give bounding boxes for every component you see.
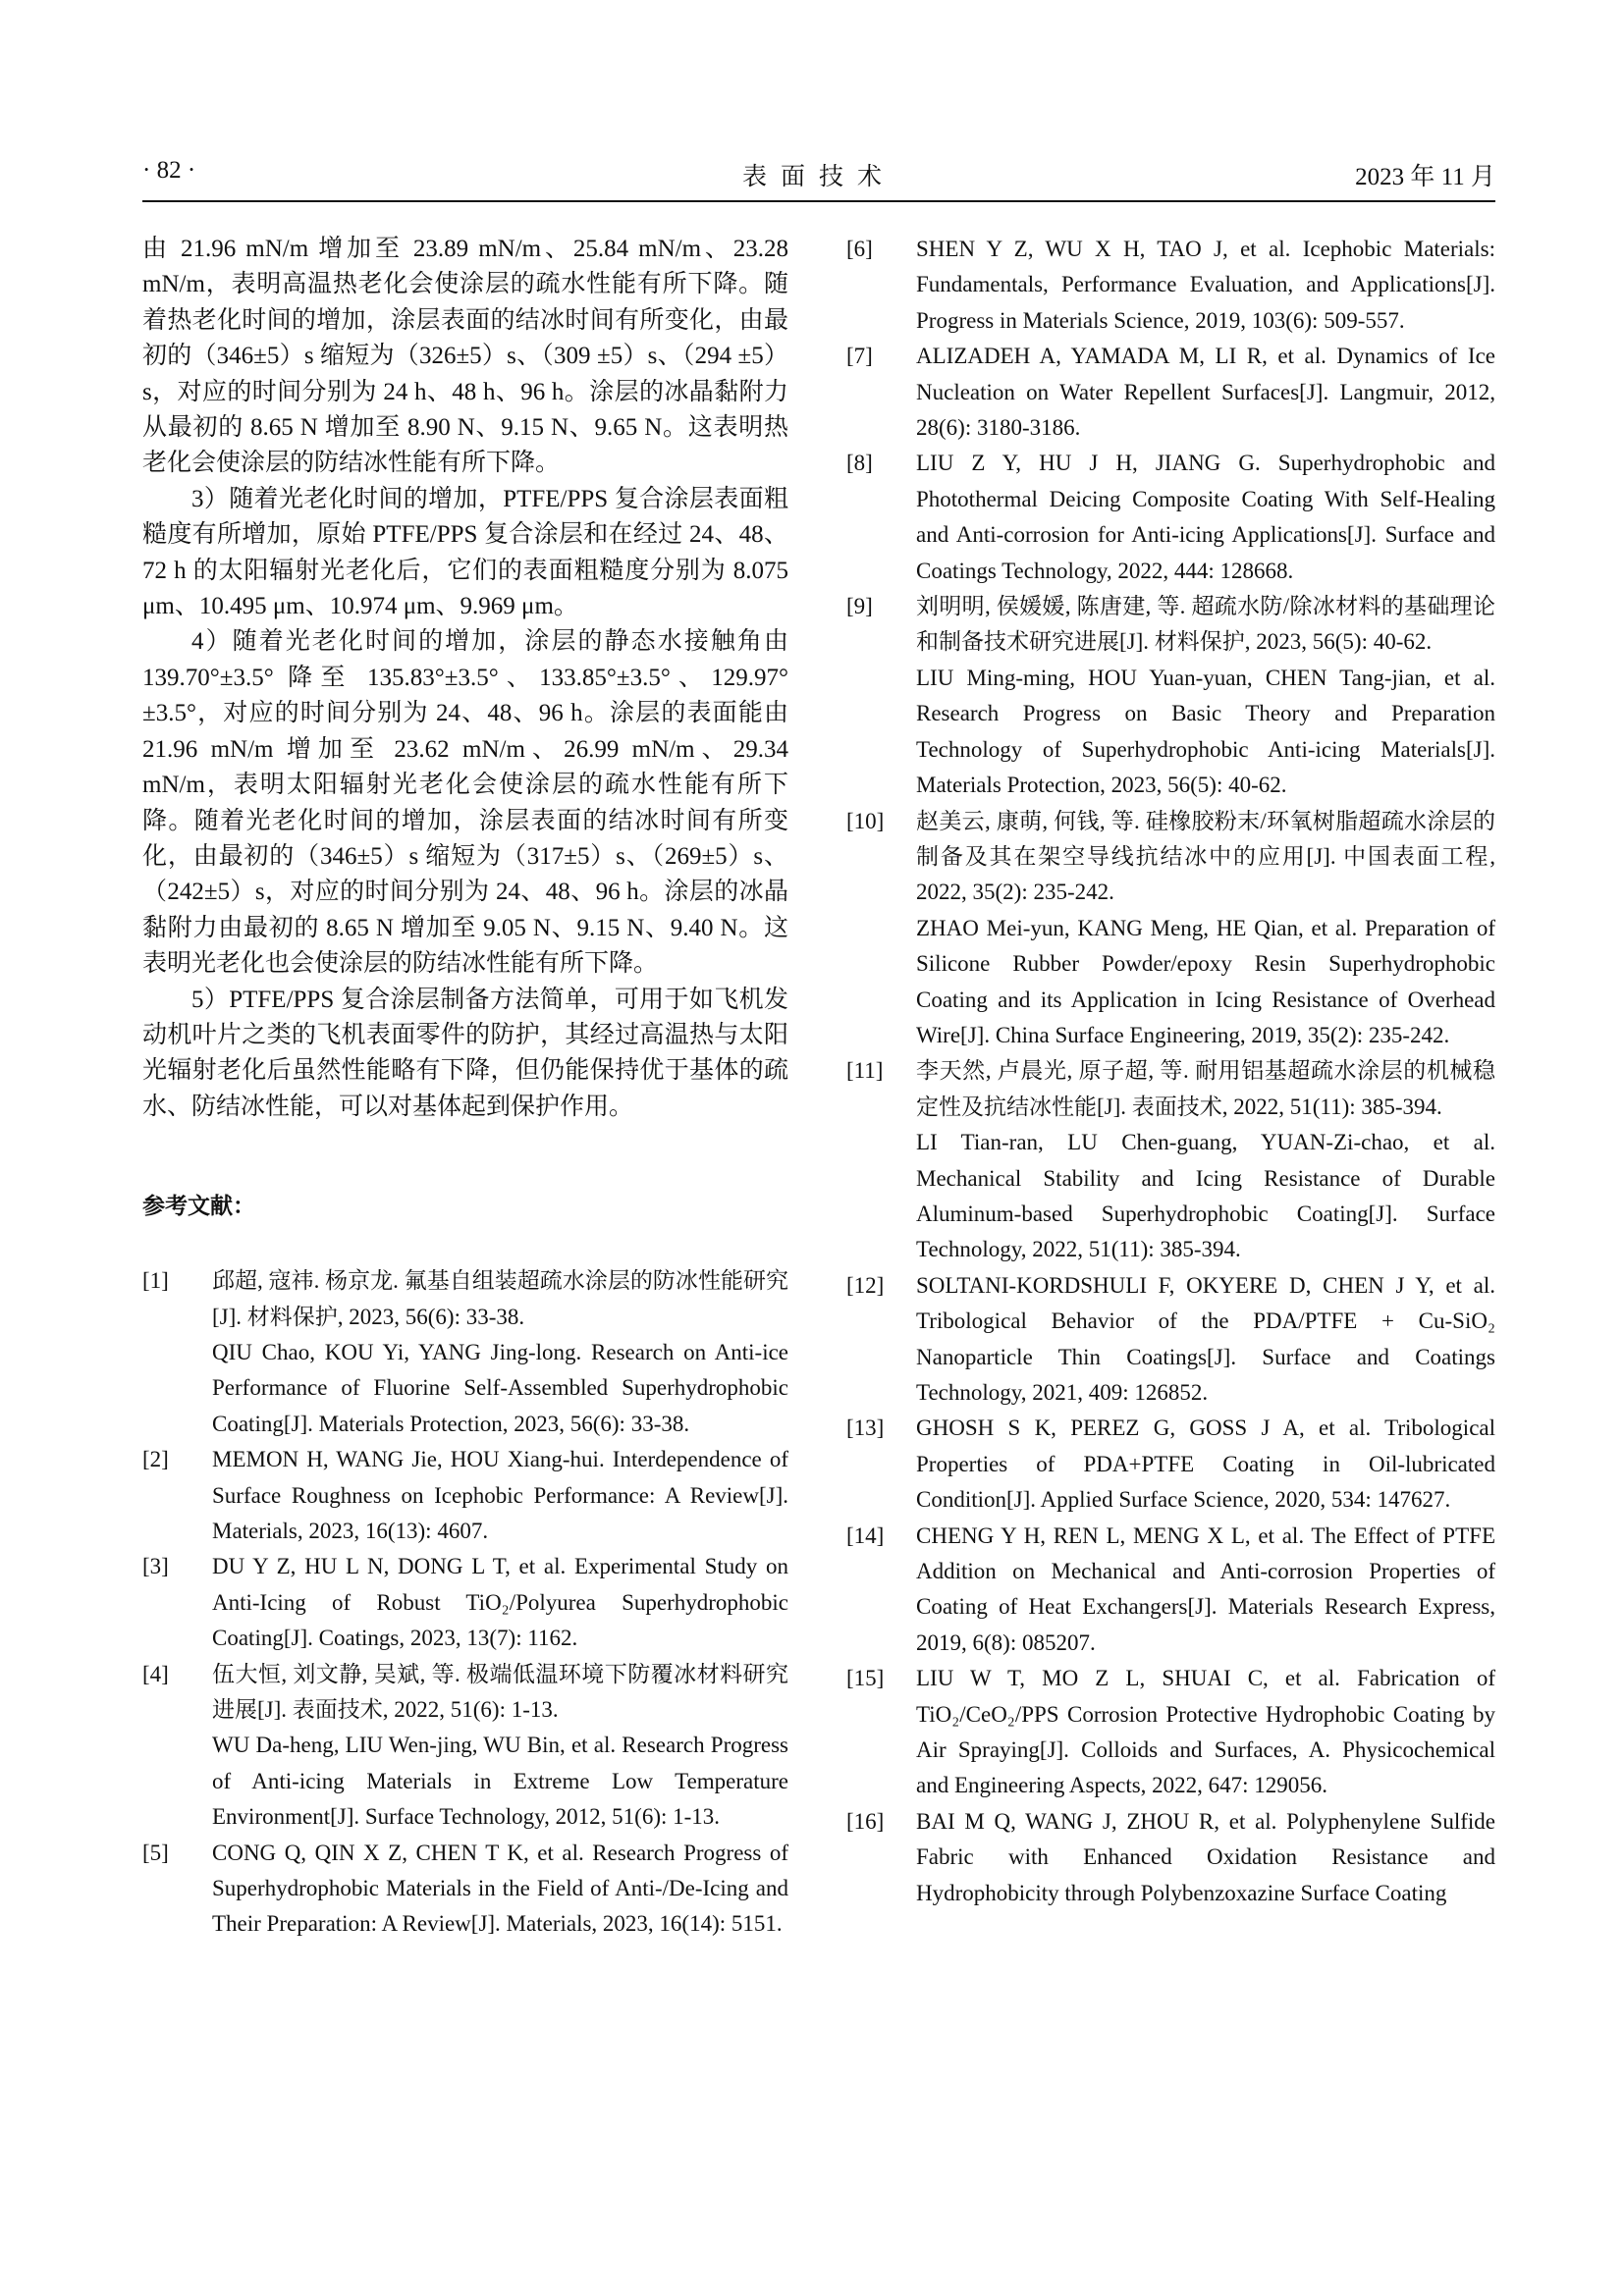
reference-text: LIU Ming-ming, HOU Yuan-yuan, CHEN Tang-jian, et al. Research Progress on Basic Theory and Preparation Technology of Superhydrophobic Anti-icing Materials[J]. Materials Protection, 2023, 56(5): 40-62.	[916, 665, 1495, 798]
reference-number: [12]	[846, 1272, 885, 1298]
reference-number: [7]	[846, 344, 873, 369]
reference-number: [16]	[846, 1808, 885, 1834]
references-heading: 参考文献：	[142, 1194, 255, 1220]
reference-item	[846, 1804, 1495, 1911]
reference-number: [5]	[142, 1840, 169, 1865]
reference-item	[846, 1268, 1495, 1412]
reference-text: ALIZADEH A, YAMADA M, LI R, et al. Dynamics of Ice Nucleation on Water Repellent Surfaces[J]. Langmuir, 2012, 28(6): 3180-3186.	[916, 344, 1495, 441]
reference-list-right	[846, 232, 1495, 1911]
left-column	[142, 232, 788, 1943]
reference-text: GHOSH S K, PEREZ G, GOSS J A, et al. Tribological Properties of PDA+PTFE Coating in Oil-lubricated Condition[J]. Applied Surface Science, 2020, 534: 147627.	[916, 1415, 1495, 1513]
reference-item	[846, 589, 1495, 803]
reference-text: 伍大恒, 刘文静, 吴斌, 等. 极端低温环境下防覆冰材料研究进展[J]. 表面技术, 2022, 51(6): 1-13.	[212, 1661, 788, 1723]
reference-number: [13]	[846, 1415, 885, 1441]
journal-name: 表面技术	[741, 164, 895, 190]
running-header	[142, 157, 1495, 192]
reference-number: [2]	[142, 1447, 169, 1472]
reference-item	[142, 1263, 788, 1442]
body-paragraph: 5）PTFE/PPS 复合涂层制备方法简单，可用于如飞机发动机叶片之类的飞机表面零件的防护，其经过高温热与太阳光辐射老化后虽然性能略有下降，但仍能保持优于基体的疏水、防结冰性能，可以对基体起到保护作用。	[142, 986, 788, 1120]
reference-text: 李天然, 卢晨光, 原子超, 等. 耐用铝基超疏水涂层的机械稳定性及抗结冰性能[J]. 表面技术, 2022, 51(11): 385-394.	[916, 1058, 1495, 1119]
reference-number: [4]	[142, 1661, 169, 1686]
reference-text: DU Y Z, HU L N, DONG L T, et al. Experimental Study on Anti-Icing of Robust TiO₂/Polyurea Superhydrophobic Coating[J]. Coatings, 2023, 13(7): 1162.	[212, 1554, 788, 1651]
reference-number: [1]	[142, 1268, 169, 1294]
reference-text: QIU Chao, KOU Yi, YANG Jing-long. Research on Anti-ice Performance of Fluorine Self-Assembled Superhydrophobic Coating[J]. Materials Protection, 2023, 56(6): 33-38.	[212, 1339, 788, 1436]
reference-item	[846, 446, 1495, 589]
reference-text: LIU Z Y, HU J H, JIANG G. Superhydrophobic and Photothermal Deicing Composite Coating With Self-Healing and Anti-corrosion for Anti-icing Applications[J]. Surface and Coatings Technology, 2022, 444: 128668.	[916, 451, 1495, 583]
reference-text: MEMON H, WANG Jie, HOU Xiang-hui. Interdependence of Surface Roughness on Icephobic Performance: A Review[J]. Materials, 2023, 16(13): 4607.	[212, 1447, 788, 1543]
reference-text: CONG Q, QIN X Z, CHEN T K, et al. Research Progress of Superhydrophobic Materials in the Field of Anti-/De-Icing and Their Preparation: A Review[J]. Materials, 2023, 16(14): 5151.	[212, 1840, 788, 1937]
reference-number: [9]	[846, 594, 873, 619]
reference-number: [3]	[142, 1554, 169, 1579]
reference-text: 邱超, 寇祎. 杨京龙. 氟基自组装超疏水涂层的防冰性能研究[J]. 材料保护, 2023, 56(6): 33-38.	[212, 1268, 788, 1329]
reference-number: [15]	[846, 1666, 885, 1691]
reference-item	[846, 1519, 1495, 1662]
reference-number: [6]	[846, 237, 873, 261]
reference-item	[142, 1549, 788, 1656]
reference-text: WU Da-heng, LIU Wen-jing, WU Bin, et al. Research Progress of Anti-icing Materials in Extreme Low Temperature Environment[J]. Surface Technology, 2012, 51(6): 1-13.	[212, 1733, 788, 1830]
reference-text: 刘明明, 侯媛媛, 陈唐建, 等. 超疏水防/除冰材料的基础理论和制备技术研究进展[J]. 材料保护, 2023, 56(5): 40-62.	[916, 594, 1495, 655]
reference-item	[846, 1053, 1495, 1267]
reference-item	[846, 339, 1495, 446]
reference-text: CHENG Y H, REN L, MENG X L, et al. The Effect of PTFE Addition on Mechanical and Anti-corrosion Properties of Coating of Heat Exchangers[J]. Materials Research Express, 2019, 6(8): 085207.	[916, 1522, 1495, 1655]
header-rule	[142, 200, 1495, 202]
reference-text: 赵美云, 康萌, 何钱, 等. 硅橡胶粉末/环氧树脂超疏水涂层的制备及其在架空导线抗结冰中的应用[J]. 中国表面工程, 2022, 35(2): 235-242.	[916, 808, 1495, 905]
reference-text: BAI M Q, WANG J, ZHOU R, et al. Polyphenylene Sulfide Fabric with Enhanced Oxidation Resistance and Hydrophobicity through Polybenzoxazine Surface Coating	[916, 1808, 1495, 1905]
reference-item	[846, 1661, 1495, 1804]
reference-item	[846, 1411, 1495, 1518]
reference-number: [10]	[846, 808, 885, 833]
reference-number: [14]	[846, 1522, 885, 1548]
right-column	[846, 232, 1495, 1911]
reference-item	[142, 1657, 788, 1836]
reference-text: LI Tian-ran, LU Chen-guang, YUAN-Zi-chao, et al. Mechanical Stability and Icing Resistance of Durable Aluminum-based Superhydrophobic Coating[J]. Surface Technology, 2022, 51(11): 385-394.	[916, 1130, 1495, 1262]
body-paragraph: 4）随着光老化时间的增加，涂层的静态水接触角由 139.70°±3.5° 降至 135.83°±3.5°、133.85°±3.5°、129.97°±3.5°，对应的时间分别为 24、48、96 h。涂层的表面能由 21.96 mN/m 增加至 23.62 mN/m、26.99 mN/m、29.34 mN/m，表明太阳辐射光老化会使涂层的疏水性能有所下降。随着光老化时间的增加，涂层表面的结冰时间有所变化，由最初的（346±5）s 缩短为（317±5）s、（269±5）s、（242±5）s，对应的时间分别为 24、48、96 h。涂层的冰晶黏附力由最初的 8.65 N 增加至 9.05 N、9.15 N、9.40 N。这表明光老化也会使涂层的防结冰性能有所下降。	[142, 628, 788, 978]
reference-list-left	[142, 1263, 788, 1943]
reference-item	[846, 804, 1495, 1054]
reference-text: SOLTANI-KORDSHULI F, OKYERE D, CHEN J Y, et al. Tribological Behavior of the PDA/PTFE + Cu-SiO₂ Nanoparticle Thin Coatings[J]. Surface and Coatings Technology, 2021, 409: 126852.	[916, 1272, 1495, 1405]
reference-number: [8]	[846, 451, 873, 476]
body-paragraph: 由 21.96 mN/m 增加至 23.89 mN/m、25.84 mN/m、23.28 mN/m，表明高温热老化会使涂层的疏水性能有所下降。随着热老化时间的增加，涂层表面的结冰时间有所变化，由最初的（346±5）s 缩短为（326±5）s、（309 ±5）s、（294 ±5）s，对应的时间分别为 24 h、48 h、96 h。涂层的冰晶黏附力从最初的 8.65 N 增加至 8.90 N、9.15 N、9.65 N。这表明热老化会使涂层的防结冰性能有所下降。	[142, 236, 788, 477]
reference-text: SHEN Y Z, WU X H, TAO J, et al. Icephobic Materials: Fundamentals, Performance Evaluation, and Applications[J]. Progress in Materials Science, 2019, 103(6): 509-557.	[916, 237, 1495, 333]
body-paragraph: 3）随着光老化时间的增加，PTFE/PPS 复合涂层表面粗糙度有所增加，原始 PTFE/PPS 复合涂层和在经过 24、48、72 h 的太阳辐射光老化后，它们的表面粗糙度分别为 8.075 μm、10.495 μm、10.974 μm、9.969 μm。	[142, 485, 788, 620]
reference-item	[142, 1836, 788, 1943]
reference-text: ZHAO Mei-yun, KANG Meng, HE Qian, et al. Preparation of Silicone Rubber Powder/epoxy Resin Superhydrophobic Coating and its Application in Icing Resistance of Overhead Wire[J]. China Surface Engineering, 2019, 35(2): 235-242.	[916, 915, 1495, 1047]
reference-item	[142, 1442, 788, 1549]
reference-item	[846, 232, 1495, 339]
issue-date: 2023 年 11 月	[1355, 164, 1495, 190]
reference-number: [11]	[846, 1058, 884, 1084]
page-number: · 82 ·	[142, 157, 196, 184]
reference-text: LIU W T, MO Z L, SHUAI C, et al. Fabrication of TiO₂/CeO₂/PPS Corrosion Protective Hydrophobic Coating by Air Spraying[J]. Colloids and Surfaces, A. Physicochemical and Engineering Aspects, 2022, 647: 129056.	[916, 1666, 1495, 1798]
